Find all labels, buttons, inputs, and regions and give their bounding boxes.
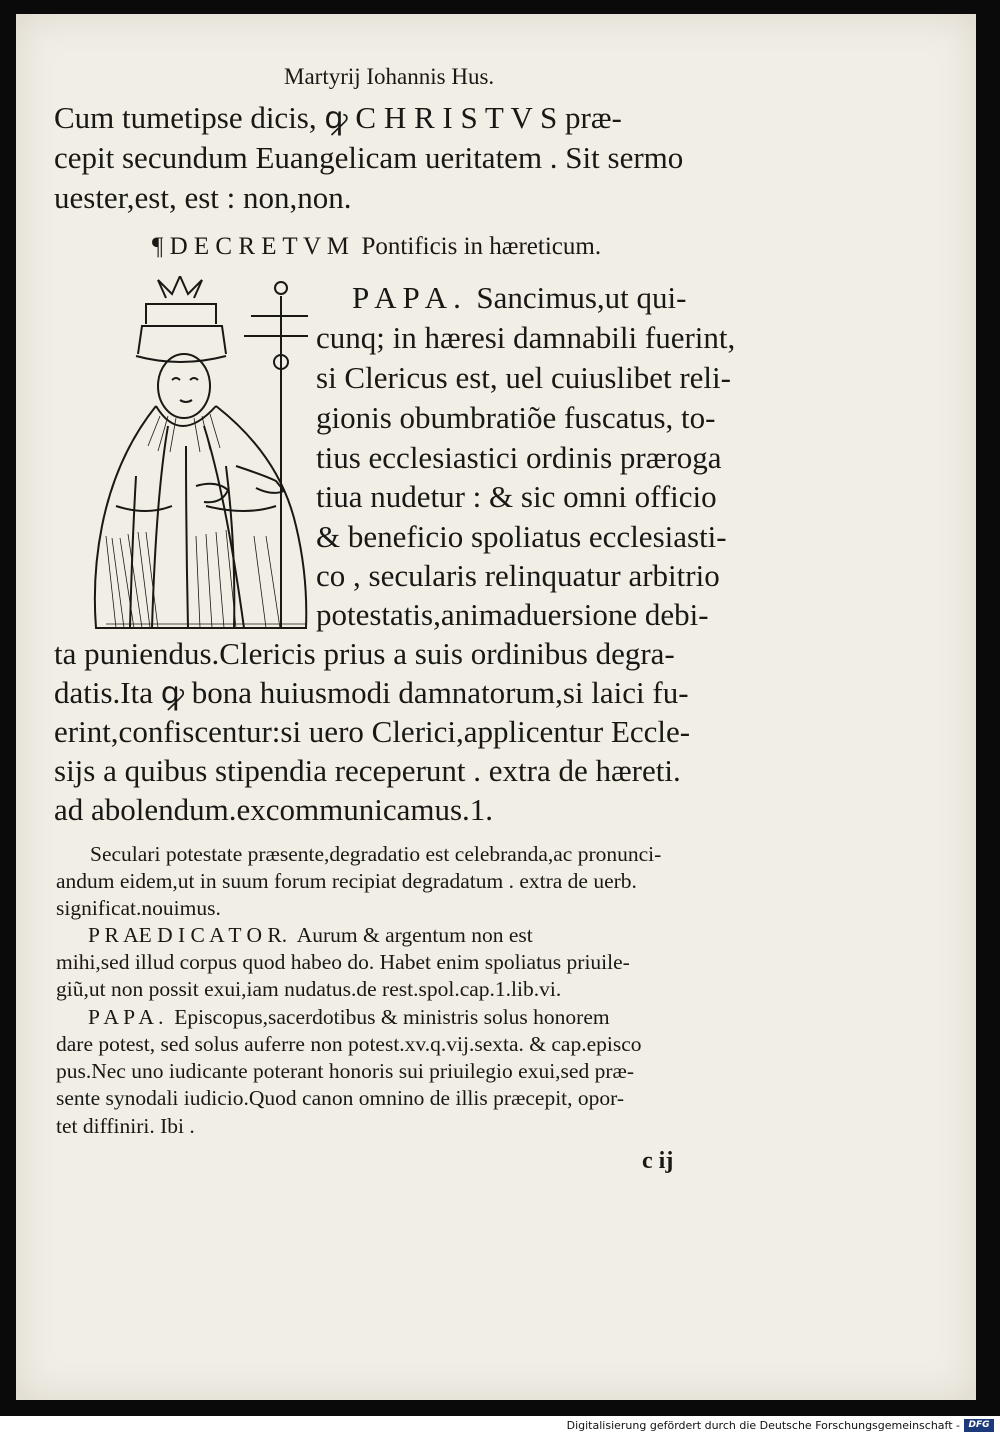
decree-heading: ¶ D E C R E T V M Pontificis in hæreticum. — [152, 233, 602, 260]
decree-line-10: ta puniendus.Clericis prius a suis ordinibus degra- — [54, 636, 675, 671]
gloss-line-6: giũ,ut non possit exui,iam nudatus.de rest.spol.cap.1.lib.vi. — [56, 977, 562, 1001]
decree-line-12: erint,confiscentur:si uero Clerici,applicentur Eccle- — [54, 714, 691, 749]
decree-line-13: sijs a quibus stipendia receperunt . extra de hæreti. — [54, 753, 681, 788]
decree-line-5: tius ecclesiastici ordinis præroga — [316, 440, 722, 475]
gloss-line-4: P R AE D I C A T O R. Aurum & argentum non est — [88, 923, 533, 947]
decree-line-3: si Clericus est, uel cuiuslibet reli- — [316, 360, 731, 395]
decree-line-1: P A P A . Sancimus,ut qui- — [352, 280, 687, 315]
gloss-line-2: andum eidem,ut in suum forum recipiat degradatum . extra de uerb. — [56, 869, 637, 893]
decree-line-6: tiua nudetur : & sic omni officio — [316, 479, 717, 514]
decree-line-8: co , secularis relinquatur arbitrio — [316, 558, 720, 593]
decree-line-4: gionis obumbratiõe fuscatus, to- — [316, 400, 716, 435]
gloss-line-1: Seculari potestate præsente,degradatio est celebranda,ac pronunci- — [90, 842, 662, 866]
dfg-logo: DFG — [964, 1419, 994, 1432]
decree-line-2: cunq; in hæresi damnabili fuerint, — [316, 320, 736, 355]
gloss-line-8: dare potest, sed solus auferre non potest.xv.q.vij.sexta. & cap.episco — [56, 1032, 642, 1056]
decree-line-11: datis.Ita ꝙ bona huiusmodi damnatorum,si laici fu- — [54, 675, 689, 710]
digitization-footer — [0, 1416, 1000, 1436]
page-signature: c ij — [642, 1148, 674, 1174]
dfg-credit-text: Digitalisierung gefördert durch die Deutsche Forschungsgemeinschaft - — [566, 1419, 960, 1432]
decree-line-14: ad abolendum.excommunicamus.1. — [54, 792, 494, 827]
decree-line-7: & beneficio spoliatus ecclesiasti- — [316, 519, 727, 554]
gloss-line-10: sente synodali iudicio.Quod canon omnino de illis præcepit, opor- — [56, 1086, 625, 1110]
intro-line-2: cepit secundum Euangelicam ueritatem . Sit sermo — [54, 140, 684, 175]
intro-line-3: uester,est, est : non,non. — [54, 180, 352, 215]
book-page — [16, 14, 976, 1400]
gloss-line-9: pus.Nec uno iudicante poterant honoris sui priuilegio exui,sed præ- — [56, 1059, 634, 1083]
gloss-line-5: mihi,sed illud corpus quod habeo do. Habet enim spoliatus priuile- — [56, 950, 630, 974]
gloss-line-3: significat.nouimus. — [56, 896, 221, 920]
decree-line-9: potestatis,animaduersione debi- — [316, 597, 709, 632]
gloss-line-11: tet diffiniri. Ibi . — [56, 1114, 195, 1138]
intro-line-1: Cum tumetipse dicis, ꝙ C H R I S T V S præ- — [54, 100, 622, 135]
gloss-line-7: P A P A . Episcopus,sacerdotibus & ministris solus honorem — [88, 1005, 610, 1029]
pope-woodcut-illustration — [76, 276, 308, 636]
running-head: Martyrij Iohannis Hus. — [284, 64, 495, 89]
